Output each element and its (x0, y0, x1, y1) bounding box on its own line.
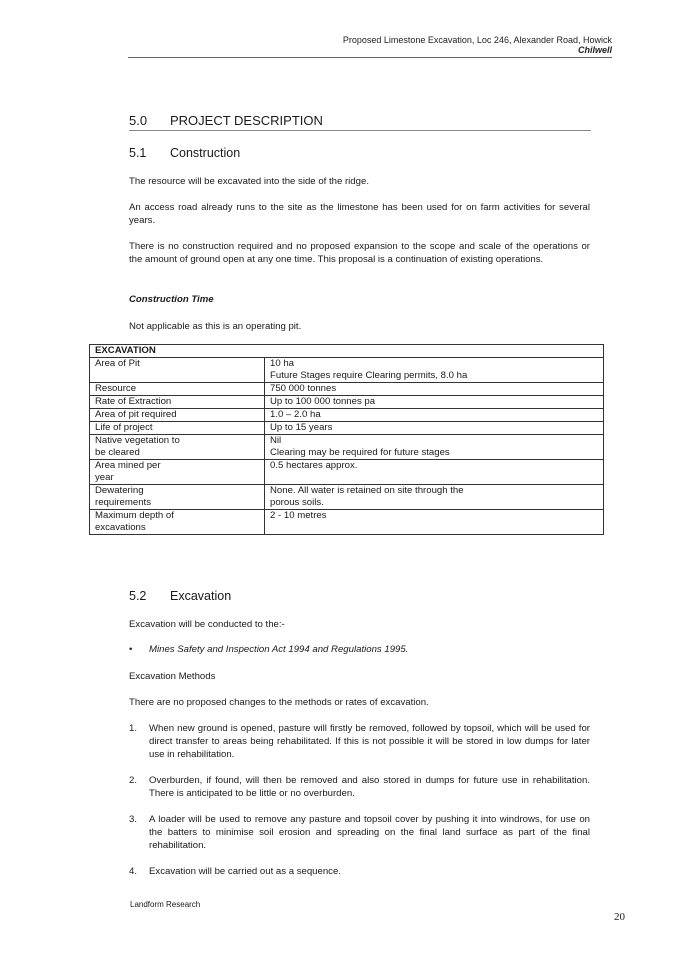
list-number: 1. (129, 723, 138, 734)
table-cell-label: Resource (90, 383, 265, 396)
list-number: 3. (129, 814, 138, 825)
section-number: 5.2 (129, 589, 147, 603)
table-row (90, 409, 604, 422)
paragraph: Not applicable as this is an operating pit. (129, 321, 302, 332)
section-number: 5.0 (129, 113, 148, 128)
table-cell-value: 2 - 10 metres (265, 510, 604, 535)
table-row (90, 485, 604, 510)
table-cell-label: Area of pit required (90, 409, 265, 422)
table-row (90, 422, 604, 435)
list-item: A loader will be used to remove any pasture and topsoil cover by pushing it into windrows, for use on the batters to minimise soil erosion and spreading on the final land surface as part of the final rehabilitation. (149, 814, 590, 851)
paragraph: An access road already runs to the site as the limestone has been used for on farm activities for several years. (129, 202, 590, 226)
table-heading: EXCAVATION (90, 345, 604, 358)
section-heading-5-0 (129, 113, 591, 131)
list-number: 4. (129, 866, 138, 877)
table-cell-label: Area of Pit (90, 358, 265, 383)
table-cell-value: Up to 100 000 tonnes pa (265, 396, 604, 409)
section-title: Construction (170, 146, 241, 160)
table-cell-value: Up to 15 years (265, 422, 604, 435)
table-row (90, 396, 604, 409)
paragraph: The resource will be excavated into the side of the ridge. (129, 176, 369, 187)
table-cell-label: Life of project (90, 422, 265, 435)
table-row (90, 383, 604, 396)
methods-heading: Excavation Methods (129, 671, 216, 682)
excavation-table (89, 344, 604, 535)
section-title: Excavation (170, 589, 232, 603)
table-cell-label: Native vegetation to be cleared (90, 435, 265, 460)
list-number: 2. (129, 775, 138, 786)
section-title: PROJECT DESCRIPTION (170, 113, 323, 128)
table-cell-value: Nil Clearing may be required for future stages (265, 435, 604, 460)
header-org: Chilwell (577, 45, 612, 55)
paragraph: Excavation will be conducted to the:- (129, 619, 285, 630)
table-cell-label: Rate of Extraction (90, 396, 265, 409)
table-cell-label: Maximum depth of excavations (90, 510, 265, 535)
paragraph: There are no proposed changes to the methods or rates of excavation. (129, 697, 429, 708)
table-row (90, 358, 604, 383)
table-cell-value: 750 000 tonnes (265, 383, 604, 396)
table-cell-value: 10 ha Future Stages require Clearing permits, 8.0 ha (265, 358, 604, 383)
table-cell-label: Dewatering requirements (90, 485, 265, 510)
running-header (343, 35, 612, 55)
section-number: 5.1 (129, 146, 147, 160)
header-rule (128, 57, 612, 58)
header-title: Proposed Limestone Excavation, Loc 246, Alexander Road, Howick (342, 35, 612, 45)
bullet-item: Mines Safety and Inspection Act 1994 and Regulations 1995. (149, 644, 409, 655)
list-item: When new ground is opened, pasture will firstly be removed, followed by topsoil, which will be used for direct transfer to areas being rehabilitated. If this is not possible it will be stored in low dumps for later use in rehabilitation. (149, 723, 590, 760)
bullet-symbol: • (129, 644, 133, 655)
page-number: 20 (614, 911, 625, 923)
footer-left: Landform Research (130, 900, 201, 909)
table-cell-label: Area mined per year (90, 460, 265, 485)
section-heading-5-1 (129, 146, 240, 160)
table-row (90, 435, 604, 460)
table-cell-value: 1.0 – 2.0 ha (265, 409, 604, 422)
paragraph: There is no construction required and no proposed expansion to the scope and scale of the operations or the amount of ground open at any one time. This proposal is a continuation of existing operations. (129, 241, 590, 265)
table-header-row (90, 345, 604, 358)
table-cell-value: None. All water is retained on site through the porous soils. (265, 485, 604, 510)
subheading-construction-time: Construction Time (129, 294, 214, 305)
list-item: Overburden, if found, will then be removed and also stored in dumps for future use in rehabilitation. There is anticipated to be little or no overburden. (149, 775, 590, 799)
section-heading-5-2 (129, 589, 231, 603)
table-row (90, 510, 604, 535)
table-row (90, 460, 604, 485)
list-item: Excavation will be carried out as a sequence. (149, 866, 341, 877)
table-cell-value: 0.5 hectares approx. (265, 460, 604, 485)
